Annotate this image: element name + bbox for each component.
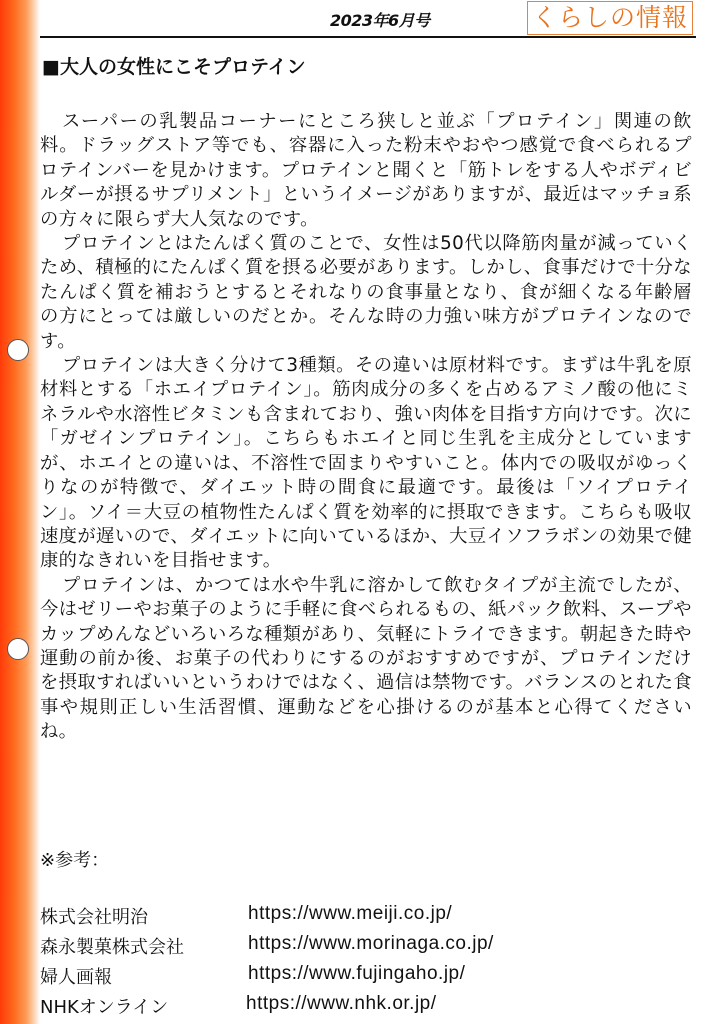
newsletter-title: くらしの情報	[527, 1, 693, 35]
header-rule	[40, 36, 696, 38]
paragraph: スーパーの乳製品コーナーにところ狭しと並ぶ「プロテイン」関連の飲料。ドラッグストア等でも、容器に入った粉末やおやつ感覚で食べられるプロテインバーを見かけます。プロテインと聞くと「筋トレをする人やボディビルダーが摂るサプリメント」というイメージがありますが、最近はマッチョ系の方々に限らず大人気なのです。	[40, 111, 692, 230]
binder-hole-bottom	[7, 638, 29, 660]
paragraph: プロテインは大きく分けて3種類。その違いは原材料です。まずは牛乳を原材料とする「ホエイプロテイン」。筋肉成分の多くを占めるアミノ酸の他にミネラルや水溶性ビタミンも含まれており、強い肉体を目指す方向けです。次に「ガゼインプロテイン」。こちらもホエイと同じ生乳を主成分としていますが、ホエイとの違いは、不溶性で固まりやすいこと。体内での吸収がゆっくりなのが特徴で、ダイエット時の間食に最適です。最後は「ソイプロテイン」。ソイ＝大豆の植物性たんぱく質を効率的に摂取できます。こちらも吸収速度が遅いので、ダイエットに向いているほか、大豆イソフラボンの効果で健康的なきれいを目指せます。	[40, 355, 693, 572]
reference-url: https://www.nhk.or.jp/	[246, 993, 437, 1014]
paragraph: プロテインは、かつては水や牛乳に溶かして飲むタイプが主流でしたが、今はゼリーやお菓子のように手軽に食べられるもの、紙パック飲料、スープやカップめんなどいろいろな種類があり、気軽にトライできます。朝起きた時や運動の前か後、お菓子の代わりにするのがおすすめですが、プロテインだけを摂取すればいいというわけではなく、過信は禁物です。バランスのとれた食事や規則正しい生活習慣、運動などを心掛けるのが基本と心得てくださいね。	[40, 574, 692, 743]
issue-date: 2023年6月号	[330, 11, 430, 30]
article-heading: ■大人の女性にこそプロテイン	[42, 56, 306, 78]
side-gradient-band	[0, 0, 40, 1024]
reference-url: https://www.morinaga.co.jp/	[248, 933, 494, 954]
reference-name: 婦人画報	[40, 967, 112, 988]
references-label: ※参考：	[40, 850, 110, 871]
reference-name: NHKオンライン	[40, 997, 169, 1018]
paragraph: プロテインとはたんぱく質のことで、女性は50代以降筋肉量が減っていくため、積極的にたんぱく質を摂る必要があります。しかし、食事だけで十分なたんぱく質を補おうとするとそれなりの食事量となり、食が細くなる年齢層の方にとっては厳しいのだとか。そんな時の力強い味方がプロテインなのです。	[40, 233, 692, 352]
reference-url: https://www.fujingaho.jp/	[248, 963, 466, 984]
reference-name: 森永製菓株式会社	[40, 937, 184, 958]
article-body	[40, 110, 692, 745]
binder-hole-top	[7, 339, 29, 361]
reference-url: https://www.meiji.co.jp/	[248, 903, 453, 924]
reference-name: 株式会社明治	[40, 907, 148, 928]
